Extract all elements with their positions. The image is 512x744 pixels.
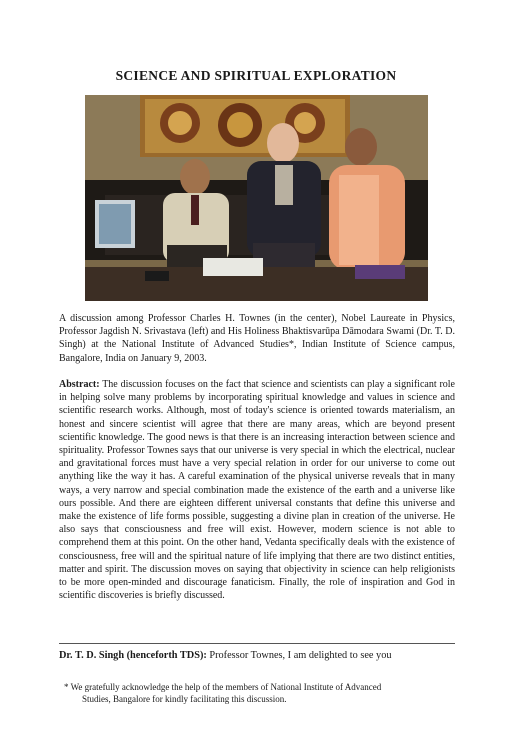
photo-caption: A discussion among Professor Charles H. Townes (in the center), Nobel Laureate in Physics, Professor Jagdish N. Srivastava (left) and His Holiness Bhaktisvarūpa Dāmodara Swami (Dr. T. D. Singh) at the National Institute of Advanced Studies*, Indian Institute of Science campus, Bangalore, India on January 9, 2003. [59,313,455,364]
discussion-photo [85,95,428,301]
photo-illustration [85,95,428,301]
footnote-line-1: * We gratefully acknowledge the help of the members of National Institute of Advanced [64,682,382,692]
speaker-label: Dr. T. D. Singh (henceforth TDS): [59,650,207,661]
abstract-text: The discussion focuses on the fact that science and scientists can play a significant role in helping solve many problems by incorporating spiritual knowledge and values in science and scientific research works. Although, most of today's science is oriented towards materialism, an honest and sincere scientist will agree that there are many areas, which are beyond present scientific knowledge. The good news is that there is an increasing interaction between science and spirituality. Professor Townes says that our universe is very special in which the electrical, nuclear and gravitational forces must have a very special relation in order for our universe to come out anything like the way it has. A careful examination of the physical universe reveals that in many ways, a very narrow and special combination made the existence of the earth and a universe like ours possible. And there are eighteen different universal constants that define this universe and make the existence of life forms possible, suggesting a divine plan in creation of the universe. He also says that consciousness and free will exist. However, modern science is not able to comprehend them at this point. On the other hand, Vedanta specifically deals with the existence of consciousness, free will and the spiritual nature of life implying that there are two distinct entities, matter and spirit. The discussion moves on saying that objectivity in science can help religionists to be more open-minded and discourage fanaticism. Finally, the role of inspiration and God in scientific discoveries is briefly discussed. [59,379,455,602]
section-divider [59,643,455,644]
dialogue-text: Professor Townes, I am delighted to see you [209,650,392,661]
footnote [64,682,456,705]
abstract-paragraph [59,378,455,602]
footnote-line-2: Studies, Bangalore for kindly facilitating this discussion. [82,693,287,704]
abstract-label: Abstract: [59,379,100,390]
page-title: SCIENCE AND SPIRITUAL EXPLORATION [115,68,397,83]
dialogue-line [59,649,455,662]
